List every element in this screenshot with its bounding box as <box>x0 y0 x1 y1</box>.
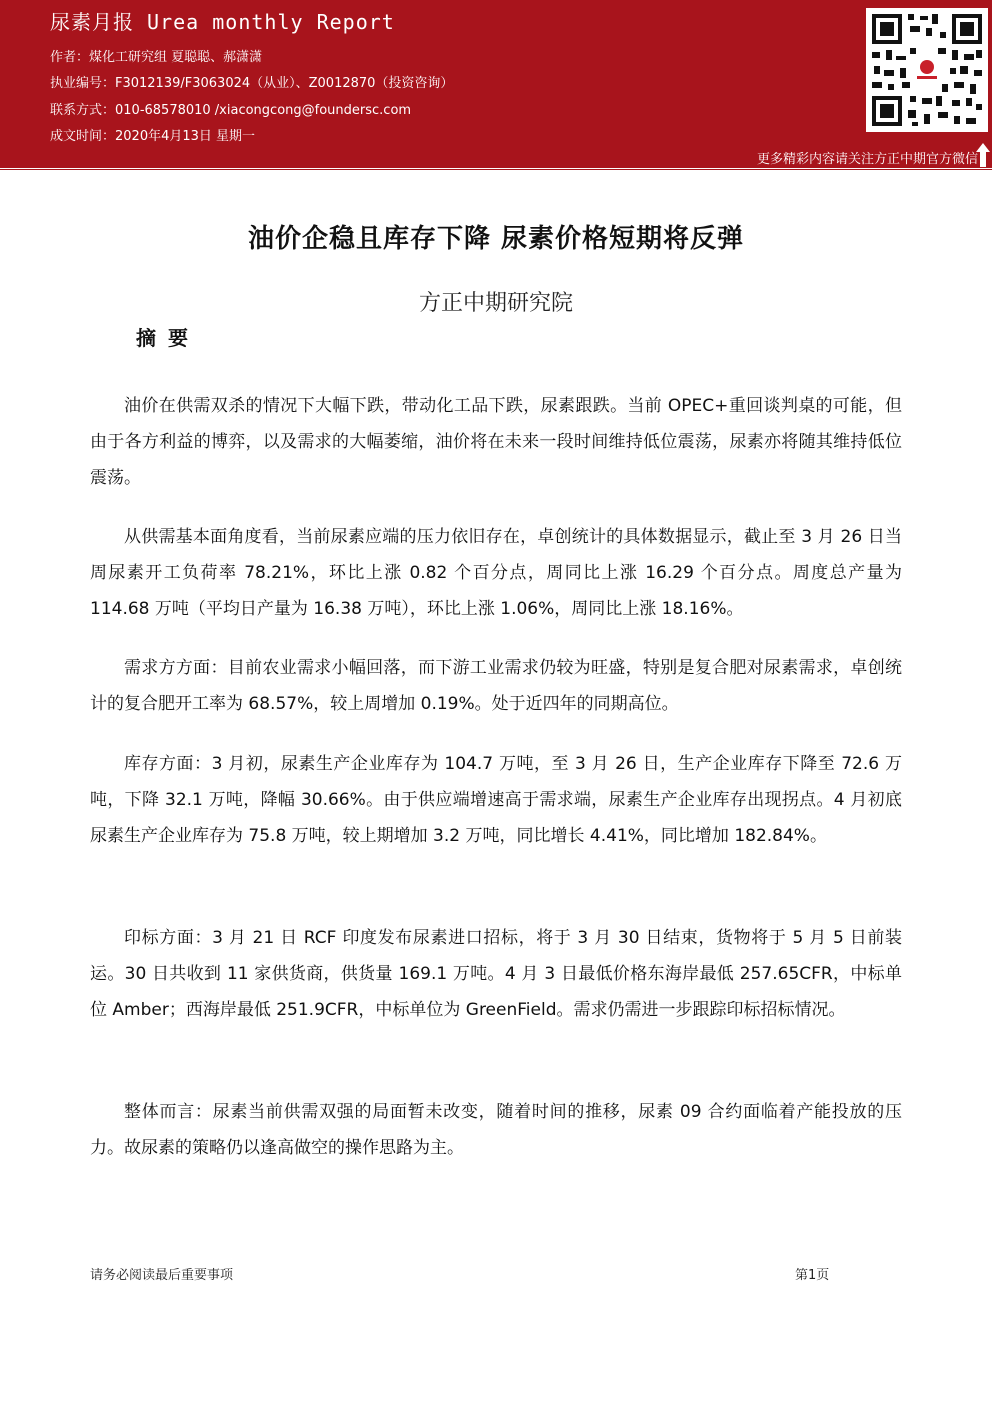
paragraph-demand: 需求方方面：目前农业需求小幅回落，而下游工业需求仍较为旺盛，特别是复合肥对尿素需求，卓创统计的复合肥开工率为 68.57%，较上周增加 0.19%。处于近四年的同期高位。 <box>90 658 902 714</box>
report-title: 油价企稳且库存下降 尿素价格短期将反弹 <box>247 224 745 254</box>
follow-divider <box>0 168 992 169</box>
date-line: 成文时间：2020年4月13日 星期一 <box>50 129 256 144</box>
page-number: 第1页 <box>795 1268 830 1283</box>
abstract-heading: 摘要 <box>136 326 200 350</box>
footer-notice: 请务必阅读最后重要事项 <box>90 1268 234 1283</box>
follow-wechat-text: 更多精彩内容请关注方正中期官方微信 <box>756 152 978 167</box>
author-line: 作者：煤化工研究组 夏聪聪、郝潇潇 <box>50 50 263 65</box>
paragraph-summary: 整体而言：尿素当前供需双强的局面暂未改变，随着时间的推移，尿素 09 合约面临着产能投放的压力。故尿素的策略仍以逢高做空的操作思路为主。 <box>90 1102 902 1158</box>
license-line: 执业编号：F3012139/F3063024（从业）、Z0012870（投资咨询） <box>50 76 454 91</box>
paragraph-supply: 从供需基本面角度看，当前尿素应端的压力依旧存在，卓创统计的具体数据显示，截止至 3 月 26 日当周尿素开工负荷率 78.21%，环比上涨 0.82 个百分点，周同比上涨 16.29 个百分点。周度总产量为 114.68 万吨（平均日产量为 16.38 万吨），环比上涨 1.06%，周同比上涨 18.16%。 <box>90 527 902 619</box>
report-brand: 尿素月报 Urea monthly Report <box>50 10 395 34</box>
qr-code-icon[interactable] <box>866 8 988 132</box>
institute-name: 方正中期研究院 <box>418 291 573 316</box>
paragraph-oil: 油价在供需双杀的情况下大幅下跌，带动化工品下跌，尿素跟跌。当前 OPEC+重回谈判桌的可能，但由于各方利益的博弈，以及需求的大幅萎缩，油价将在未来一段时间维持低位震荡，尿素亦将随其维持低位震荡。 <box>90 396 902 488</box>
contact-line[interactable]: 联系方式：010-68578010 /xiacongcong@foundersc.com <box>50 103 412 118</box>
paragraph-inventory: 库存方面：3 月初，尿素生产企业库存为 104.7 万吨，至 3 月 26 日，生产企业库存下降至 72.6 万吨，下降 32.1 万吨，降幅 30.66%。由于供应端增速高于需求端，尿素生产企业库存出现拐点。4 月初底尿素生产企业库存为 75.8 万吨，较上期增加 3.2 万吨，同比增长 4.41%，同比增加 182.84%。 <box>90 754 902 846</box>
paragraph-india-tender: 印标方面：3 月 21 日 RCF 印度发布尿素进口招标，将于 3 月 30 日结束，货物将于 5 月 5 日前装运。30 日共收到 11 家供货商，供货量 169.1 万吨。4 月 3 日最低价格东海岸最低 257.65CFR，中标单位 Amber；西海岸最低 251.9CFR，中标单位为 GreenField。需求仍需进一步跟踪印标招标情况。 <box>90 928 902 1020</box>
up-arrow-icon <box>975 142 991 168</box>
